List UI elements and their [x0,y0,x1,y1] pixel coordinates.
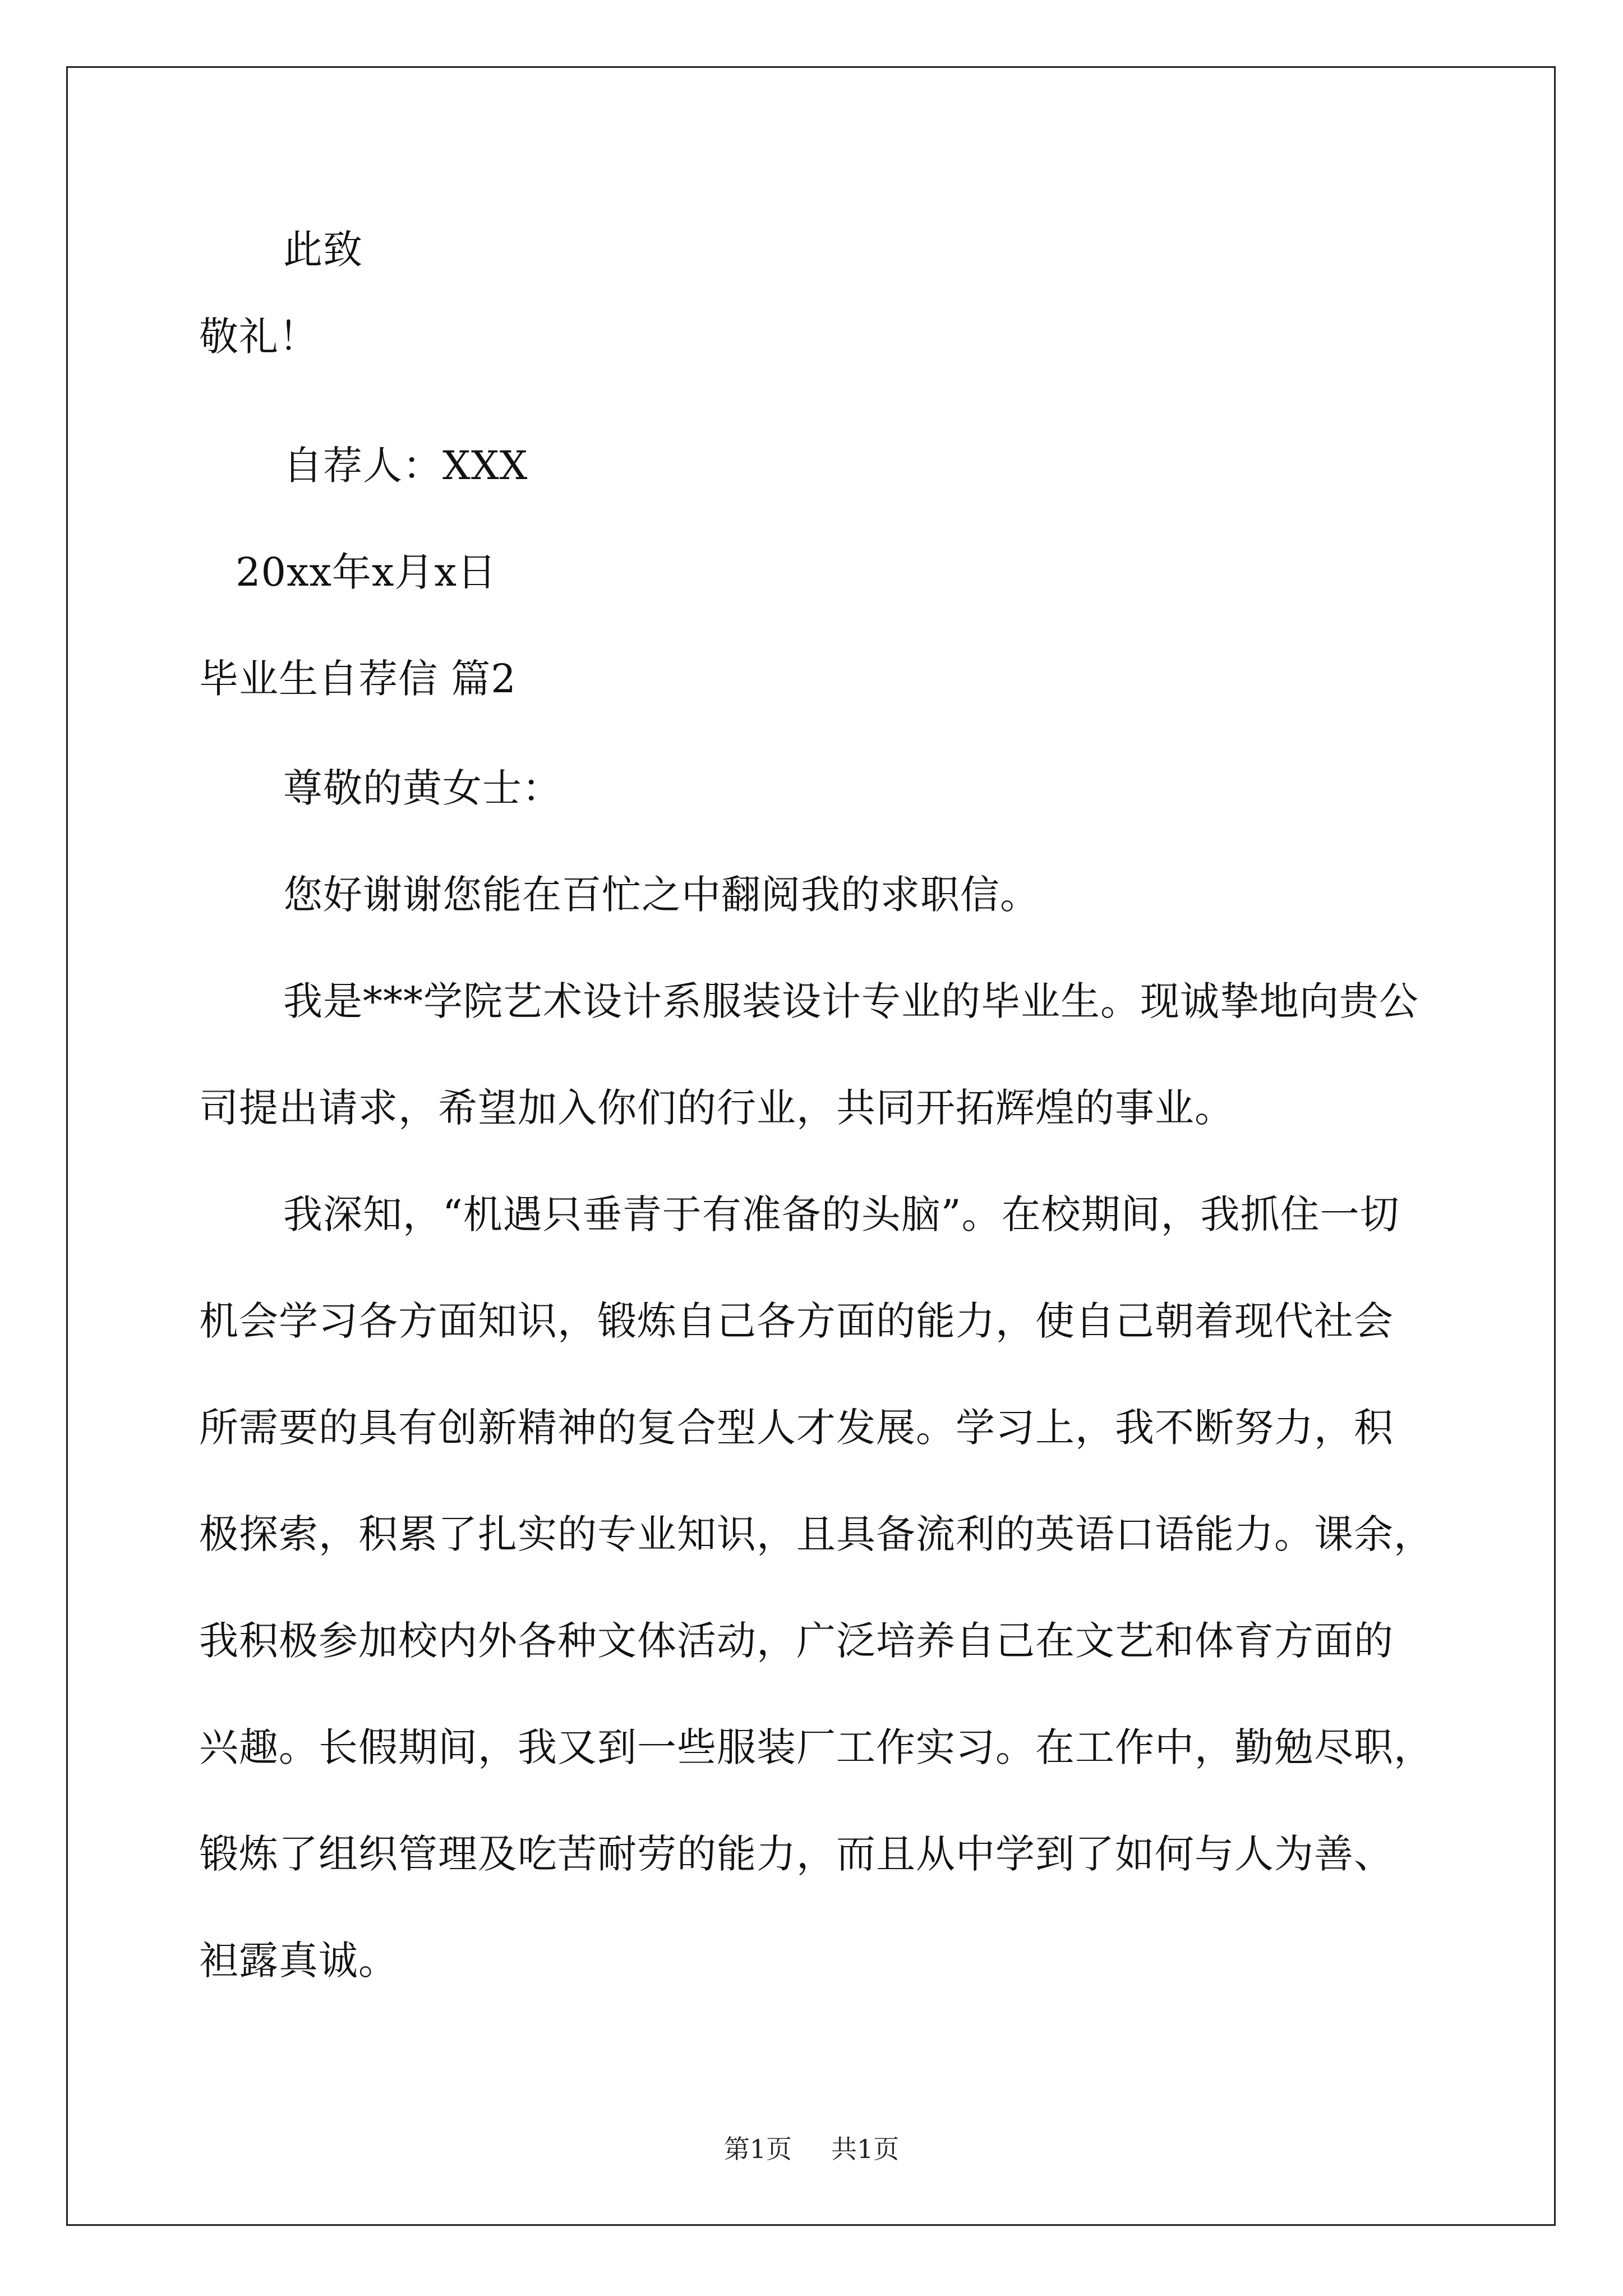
body-line: 兴趣。长假期间，我又到一些服装厂工作实习。在工作中，勤勉尽职， [199,1724,1433,1770]
body-line: 所需要的具有创新精神的复合型人才发展。学习上，我不断努力，积 [199,1405,1394,1451]
page-border [66,66,1556,2226]
body-line: 我深知，“机遇只垂青于有准备的头脑”。在校期间，我抓住一切 [283,1191,1400,1237]
signature-line: 自荐人：XXX [283,443,528,489]
greeting-line: 尊敬的黄女士： [283,765,562,811]
body-line: 您好谢谢您能在百忙之中翻阅我的求职信。 [283,872,1040,918]
body-line: 袒露真诚。 [199,1938,398,1984]
page-total: 共1页 [831,2134,900,2164]
page-number: 第1页 [723,2134,792,2164]
body-line: 机会学习各方面知识，锻炼自己各方面的能力，使自己朝着现代社会 [199,1298,1394,1344]
page-footer [0,2136,1623,2162]
section-heading: 毕业生自荐信 篇2 [199,656,517,702]
body-line: 司提出请求，希望加入你们的行业，共同开拓辉煌的事业。 [199,1085,1234,1131]
salute-line: 敬礼！ [199,314,319,360]
date-line: 20xx年x月x日 [236,549,497,595]
body-line: 我积极参加校内外各种文体活动，广泛培养自己在文艺和体育方面的 [199,1618,1394,1664]
body-line: 我是***学院艺术设计系服装设计专业的毕业生。现诚挚地向贵公 [283,978,1419,1024]
body-line: 极探索，积累了扎实的专业知识，且具备流利的英语口语能力。课余， [199,1511,1433,1557]
closing-line: 此致 [283,227,363,273]
body-line: 锻炼了组织管理及吃苦耐劳的能力，而且从中学到了如何与人为善、 [199,1831,1394,1877]
